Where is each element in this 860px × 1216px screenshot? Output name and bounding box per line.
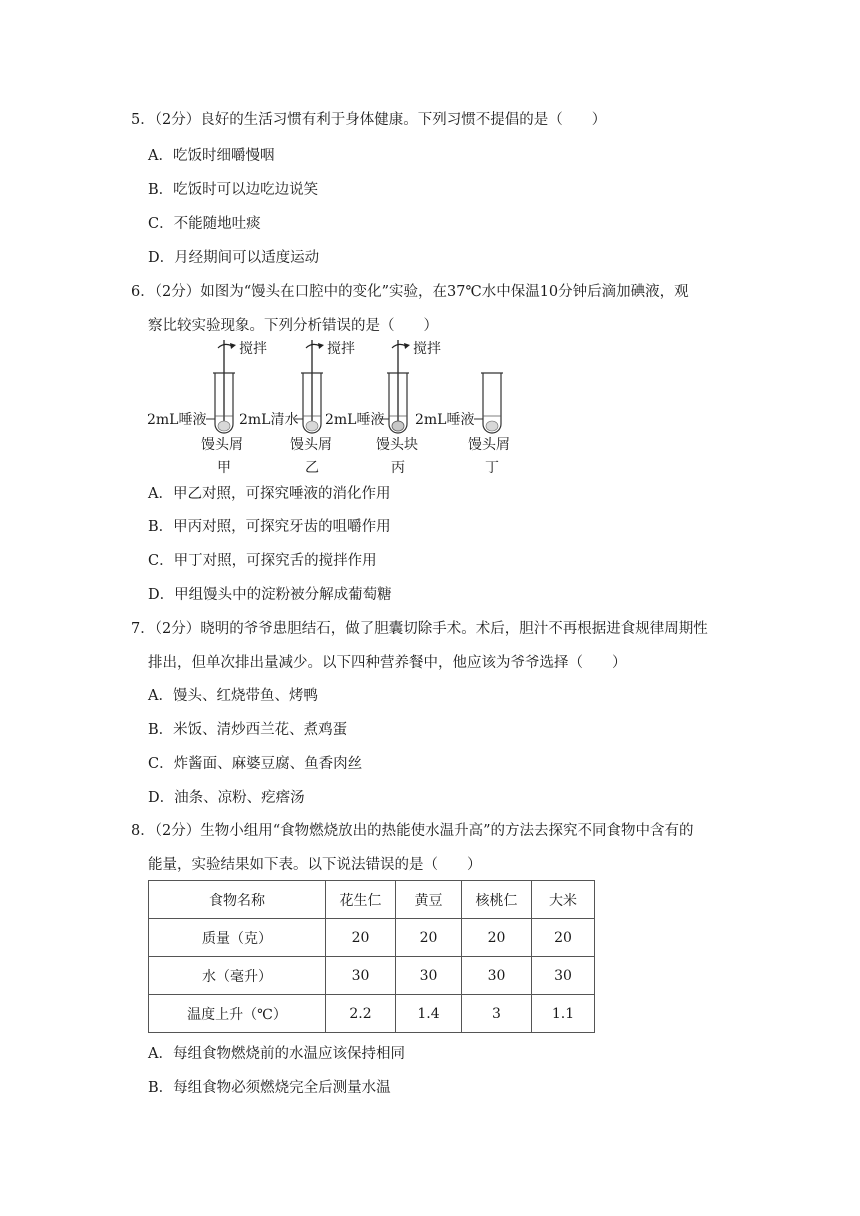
- question-8-option-a: A．每组食物燃烧前的水温应该保持相同: [148, 1046, 405, 1062]
- tube-ding-liquid: 2mL唾液: [415, 412, 475, 428]
- table-cell: 30: [462, 957, 532, 995]
- question-7-option-c: C．炸酱面、麻婆豆腐、鱼香肉丝: [148, 756, 363, 772]
- tube-yi-solid: 馒头屑: [290, 437, 332, 453]
- tube-bing-liquid: 2mL唾液: [325, 412, 385, 428]
- table-header-cell: 食物名称: [149, 881, 326, 919]
- stir-label: 搅拌: [327, 341, 355, 357]
- question-6-option-c: C．甲丁对照，可探究舌的搅拌作用: [148, 553, 377, 569]
- test-tube-ding: [415, 373, 510, 476]
- table-cell: 水（毫升）: [149, 957, 326, 995]
- question-7-stem-line2: 排出，但单次排出量减少。以下四种营养餐中，他应该为爷爷选择（ ）: [148, 655, 627, 671]
- question-6-option-a: A．甲乙对照，可探究唾液的消化作用: [148, 486, 391, 502]
- question-8-option-b: B．每组食物必须燃烧完全后测量水温: [148, 1080, 391, 1096]
- table-cell: 30: [532, 957, 595, 995]
- question-6-stem-line1: 6．（2分）如图为“馒头在口腔中的变化”实验，在37℃水中保温10分钟后滴加碘液，观: [131, 284, 689, 300]
- saliva-experiment-figure: [140, 336, 520, 481]
- table-cell: 30: [396, 957, 462, 995]
- table-cell: 20: [462, 919, 532, 957]
- tube-jia-liquid: 2mL唾液: [147, 412, 207, 428]
- tube-bing-solid: 馒头块: [376, 437, 418, 453]
- question-8-stem-line2: 能量，实验结果如下表。以下说法错误的是（ ）: [148, 857, 482, 873]
- table-row: [149, 957, 595, 995]
- question-8-stem-line1: 8．（2分）生物小组用“食物燃烧放出的热能使水温升高”的方法去探究不同食物中含有的: [131, 823, 694, 839]
- test-tube-bing: [325, 340, 441, 476]
- question-7-option-b: B．米饭、清炒西兰花、煮鸡蛋: [148, 722, 348, 738]
- table-cell: 2.2: [326, 995, 396, 1033]
- table-header-cell: 核桃仁: [462, 881, 532, 919]
- table-cell: 温度上升（℃）: [149, 995, 326, 1033]
- table-cell: 3: [462, 995, 532, 1033]
- tube-ding-name: 丁: [485, 460, 499, 476]
- table-cell: 质量（克）: [149, 919, 326, 957]
- tube-yi-name: 乙: [305, 460, 319, 476]
- question-5-option-d: D．月经期间可以适度运动: [148, 250, 320, 266]
- question-7-option-d: D．油条、凉粉、疙瘩汤: [148, 790, 305, 806]
- test-tube-jia: [147, 340, 267, 476]
- tube-ding-solid: 馒头屑: [468, 437, 510, 453]
- table-row: [149, 919, 595, 957]
- question-6-option-d: D．甲组馒头中的淀粉被分解成葡萄糖: [148, 587, 392, 603]
- table-header-row: [149, 881, 595, 919]
- question-6-stem-line2: 察比较实验现象。下列分析错误的是（ ）: [148, 318, 438, 334]
- question-7-stem-line1: 7．（2分）晓明的爷爷患胆结石，做了胆囊切除手术。术后，胆汁不再根据进食规律周期性: [131, 621, 708, 637]
- table-cell: 1.4: [396, 995, 462, 1033]
- table-cell: 1.1: [532, 995, 595, 1033]
- table-cell: 30: [326, 957, 396, 995]
- tube-jia-solid: 馒头屑: [201, 437, 243, 453]
- question-5-option-b: B．吃饭时可以边吃边说笑: [148, 182, 319, 198]
- tube-yi-liquid: 2mL清水: [239, 412, 299, 428]
- question-6-option-b: B．甲丙对照，可探究牙齿的咀嚼作用: [148, 519, 391, 535]
- table-row: [149, 995, 595, 1033]
- question-7-option-a: A．馒头、红烧带鱼、烤鸭: [148, 688, 318, 704]
- stir-label: 搅拌: [413, 341, 441, 357]
- table-cell: 20: [326, 919, 396, 957]
- tube-jia-name: 甲: [217, 460, 231, 476]
- stir-label: 搅拌: [239, 341, 267, 357]
- question-5-stem: 5．（2分）良好的生活习惯有利于身体健康。下列习惯不提倡的是（ ）: [131, 112, 607, 128]
- table-cell: 20: [396, 919, 462, 957]
- tube-bing-name: 丙: [391, 460, 405, 476]
- question-5-option-c: C．不能随地吐痰: [148, 216, 261, 232]
- food-energy-table: [148, 880, 595, 1033]
- question-5-option-a: A．吃饭时细嚼慢咽: [148, 148, 275, 164]
- table-header-cell: 大米: [532, 881, 595, 919]
- table-cell: 20: [532, 919, 595, 957]
- table-header-cell: 花生仁: [326, 881, 396, 919]
- table-header-cell: 黄豆: [396, 881, 462, 919]
- test-tube-yi: [239, 340, 355, 476]
